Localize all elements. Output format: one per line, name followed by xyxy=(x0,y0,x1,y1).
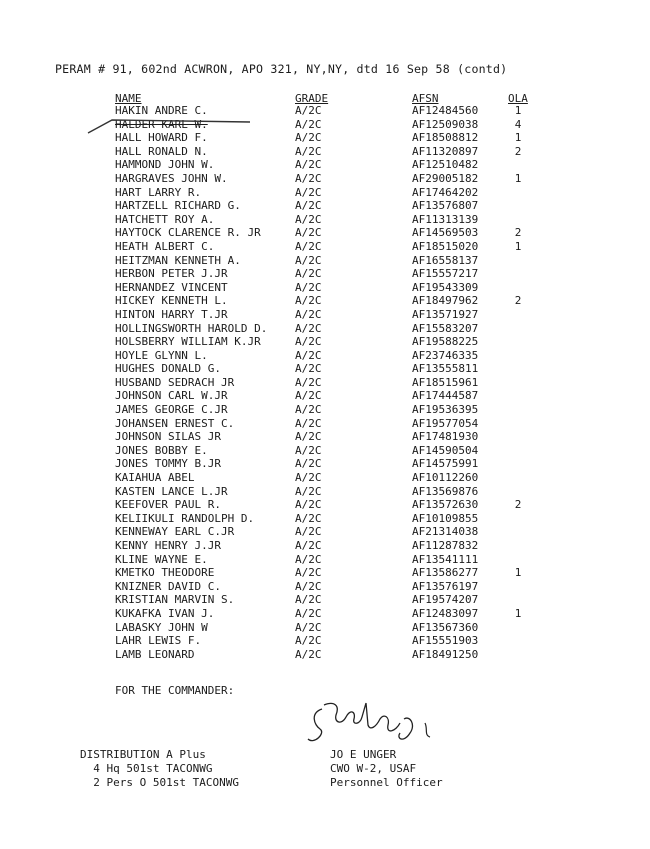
signatory-title: Personnel Officer xyxy=(330,775,443,789)
column-header-name: NAME xyxy=(115,92,142,105)
roster-grade: A/2C xyxy=(295,389,322,403)
roster-ola: 2 xyxy=(514,144,522,158)
roster-row xyxy=(0,580,650,594)
column-header-grade: GRADE xyxy=(295,92,329,105)
roster-afsn: AF13572630 xyxy=(412,498,479,512)
roster-name: HERNANDEZ VINCENT xyxy=(115,280,228,294)
roster-afsn: AF19543309 xyxy=(412,280,479,294)
roster-afsn: AF11287832 xyxy=(412,539,479,552)
roster-grade: A/2C xyxy=(295,253,322,267)
roster-row xyxy=(0,240,650,254)
roster-row xyxy=(0,430,650,444)
roster-grade: A/2C xyxy=(295,335,322,349)
roster-ola: 1 xyxy=(514,606,522,620)
roster-grade: A/2C xyxy=(295,199,322,213)
roster-row xyxy=(0,539,650,553)
roster-name: HALDER KARL W. xyxy=(115,117,208,131)
roster-ola: 1 xyxy=(514,566,522,580)
handwritten-signature xyxy=(300,695,450,755)
roster-name: HAKIN ANDRE C. xyxy=(115,104,208,117)
roster-name: HERBON PETER J.JR xyxy=(115,267,228,281)
roster-ola: 1 xyxy=(514,171,522,185)
roster-name: HOLSBERRY WILLIAM K.JR xyxy=(115,335,261,349)
roster-name: HALL HOWARD F. xyxy=(115,131,208,145)
roster-row xyxy=(0,267,650,281)
roster-afsn: AF13541111 xyxy=(412,552,479,566)
distribution-line: DISTRIBUTION A Plus xyxy=(80,748,206,761)
personnel-roster xyxy=(0,104,650,661)
roster-ola: 4 xyxy=(514,117,522,131)
roster-afsn: AF19588225 xyxy=(412,335,479,349)
roster-grade: A/2C xyxy=(295,457,322,471)
roster-row xyxy=(0,294,650,308)
roster-name: HEATH ALBERT C. xyxy=(115,239,215,253)
roster-row xyxy=(0,389,650,403)
roster-name: KRISTIAN MARVIN S. xyxy=(115,593,235,607)
roster-grade: A/2C xyxy=(295,280,322,294)
roster-grade: A/2C xyxy=(295,348,322,362)
roster-grade: A/2C xyxy=(295,239,322,253)
roster-grade: A/2C xyxy=(295,525,322,539)
roster-row xyxy=(0,335,650,349)
roster-grade: A/2C xyxy=(295,321,322,335)
roster-row xyxy=(0,118,650,132)
column-header-afsn: AFSN xyxy=(412,92,439,105)
roster-grade: A/2C xyxy=(295,117,322,131)
roster-row xyxy=(0,199,650,213)
roster-row xyxy=(0,621,650,635)
roster-name: KENNEWAY EARL C.JR xyxy=(115,525,235,539)
roster-row xyxy=(0,281,650,295)
roster-afsn: AF13555811 xyxy=(412,362,479,376)
roster-afsn: AF19574207 xyxy=(412,593,479,607)
roster-afsn: AF13571927 xyxy=(412,307,479,321)
roster-row xyxy=(0,226,650,240)
roster-grade: A/2C xyxy=(295,158,322,172)
roster-ola: 2 xyxy=(514,294,522,308)
distribution-block xyxy=(80,748,239,789)
signature-block xyxy=(330,748,443,789)
roster-name: JONES BOBBY E. xyxy=(115,443,208,457)
roster-afsn: AF13586277 xyxy=(412,566,479,580)
roster-row xyxy=(0,593,650,607)
roster-grade: A/2C xyxy=(295,511,322,525)
roster-row xyxy=(0,362,650,376)
roster-grade: A/2C xyxy=(295,294,322,308)
roster-afsn: AF13569876 xyxy=(412,484,479,498)
roster-afsn: AF14569503 xyxy=(412,226,479,240)
roster-grade: A/2C xyxy=(295,267,322,281)
roster-name: HEITZMAN KENNETH A. xyxy=(115,253,241,267)
roster-grade: A/2C xyxy=(295,375,322,389)
roster-name: HUGHES DONALD G. xyxy=(115,362,221,376)
roster-afsn: AF18508812 xyxy=(412,131,479,145)
roster-name: JOHNSON SILAS JR xyxy=(115,430,221,444)
roster-grade: A/2C xyxy=(295,131,322,145)
roster-afsn: AF17444587 xyxy=(412,389,479,403)
roster-row xyxy=(0,322,650,336)
roster-afsn: AF23746335 xyxy=(412,348,479,362)
signatory-name: JO E UNGER xyxy=(330,748,397,761)
roster-row xyxy=(0,648,650,662)
roster-grade: A/2C xyxy=(295,552,322,566)
roster-name: KELIIKULI RANDOLPH D. xyxy=(115,511,255,525)
roster-name: JOHANSEN ERNEST C. xyxy=(115,416,235,430)
roster-name: HUSBAND SEDRACH JR xyxy=(115,375,235,389)
roster-name: KEEFOVER PAUL R. xyxy=(115,498,221,512)
roster-afsn: AF13576807 xyxy=(412,199,479,213)
roster-row xyxy=(0,172,650,186)
roster-afsn: AF11320897 xyxy=(412,144,479,158)
roster-grade: A/2C xyxy=(295,606,322,620)
roster-ola: 1 xyxy=(514,131,522,145)
roster-name: KASTEN LANCE L.JR xyxy=(115,484,228,498)
roster-afsn: AF12484560 xyxy=(412,104,479,117)
roster-afsn: AF16558137 xyxy=(412,253,479,267)
roster-grade: A/2C xyxy=(295,634,322,648)
roster-row xyxy=(0,213,650,227)
roster-row xyxy=(0,376,650,390)
roster-name: HOYLE GLYNN L. xyxy=(115,348,208,362)
roster-name: HINTON HARRY T.JR xyxy=(115,307,228,321)
roster-row xyxy=(0,498,650,512)
roster-grade: A/2C xyxy=(295,403,322,417)
roster-afsn: AF15551903 xyxy=(412,634,479,648)
roster-grade: A/2C xyxy=(295,171,322,185)
roster-grade: A/2C xyxy=(295,539,322,552)
roster-name: KLINE WAYNE E. xyxy=(115,552,208,566)
roster-name: HALL RONALD N. xyxy=(115,144,208,158)
roster-afsn: AF18515020 xyxy=(412,239,479,253)
roster-row xyxy=(0,417,650,431)
signatory-rank: CWO W-2, USAF xyxy=(330,761,417,775)
roster-afsn: AF10109855 xyxy=(412,511,479,525)
roster-grade: A/2C xyxy=(295,212,322,226)
roster-name: HATCHETT ROY A. xyxy=(115,212,215,226)
roster-afsn: AF17481930 xyxy=(412,430,479,444)
roster-row xyxy=(0,131,650,145)
roster-row xyxy=(0,349,650,363)
roster-name: JOHNSON CARL W.JR xyxy=(115,389,228,403)
roster-ola: 2 xyxy=(514,498,522,512)
roster-name: JONES TOMMY B.JR xyxy=(115,457,221,471)
roster-name: HARGRAVES JOHN W. xyxy=(115,171,228,185)
roster-row xyxy=(0,553,650,567)
document-header: PERAM # 91, 602nd ACWRON, APO 321, NY,NY, dtd 16 Sep 58 (contd) xyxy=(55,62,508,76)
roster-name: HART LARRY R. xyxy=(115,185,202,199)
roster-grade: A/2C xyxy=(295,307,322,321)
roster-name: HAMMOND JOHN W. xyxy=(115,158,215,172)
roster-grade: A/2C xyxy=(295,226,322,240)
roster-row xyxy=(0,525,650,539)
roster-afsn: AF18515961 xyxy=(412,375,479,389)
roster-row xyxy=(0,634,650,648)
roster-ola: 2 xyxy=(514,226,522,240)
roster-row xyxy=(0,566,650,580)
roster-grade: A/2C xyxy=(295,620,322,634)
roster-name: KENNY HENRY J.JR xyxy=(115,539,221,552)
roster-name: LAMB LEONARD xyxy=(115,647,195,661)
roster-name: KMETKO THEODORE xyxy=(115,566,215,580)
roster-afsn: AF14575991 xyxy=(412,457,479,471)
roster-row xyxy=(0,403,650,417)
roster-afsn: AF15557217 xyxy=(412,267,479,281)
roster-grade: A/2C xyxy=(295,416,322,430)
roster-name: KUKAFKA IVAN J. xyxy=(115,606,215,620)
roster-afsn: AF12483097 xyxy=(412,606,479,620)
roster-name: KAIAHUA ABEL xyxy=(115,471,195,485)
roster-afsn: AF14590504 xyxy=(412,443,479,457)
roster-afsn: AF11313139 xyxy=(412,212,479,226)
roster-grade: A/2C xyxy=(295,484,322,498)
roster-name: JAMES GEORGE C.JR xyxy=(115,403,228,417)
roster-grade: A/2C xyxy=(295,443,322,457)
roster-afsn: AF10112260 xyxy=(412,471,479,485)
roster-afsn: AF29005182 xyxy=(412,171,479,185)
roster-afsn: AF18497962 xyxy=(412,294,479,308)
roster-grade: A/2C xyxy=(295,579,322,593)
roster-row xyxy=(0,145,650,159)
roster-grade: A/2C xyxy=(295,498,322,512)
roster-afsn: AF17464202 xyxy=(412,185,479,199)
roster-grade: A/2C xyxy=(295,362,322,376)
roster-name: HOLLINGSWORTH HAROLD D. xyxy=(115,321,268,335)
roster-afsn: AF12509038 xyxy=(412,117,479,131)
roster-ola: 1 xyxy=(514,239,522,253)
roster-grade: A/2C xyxy=(295,593,322,607)
roster-row xyxy=(0,444,650,458)
roster-grade: A/2C xyxy=(295,185,322,199)
roster-grade: A/2C xyxy=(295,471,322,485)
distribution-line: 2 Pers O 501st TACONWG xyxy=(80,775,239,789)
roster-row xyxy=(0,186,650,200)
roster-ola: 1 xyxy=(514,104,522,117)
roster-afsn: AF19536395 xyxy=(412,403,479,417)
roster-grade: A/2C xyxy=(295,144,322,158)
roster-name: LAHR LEWIS F. xyxy=(115,634,202,648)
roster-name: KNIZNER DAVID C. xyxy=(115,579,221,593)
roster-name: HAYTOCK CLARENCE R. JR xyxy=(115,226,261,240)
roster-row xyxy=(0,308,650,322)
roster-grade: A/2C xyxy=(295,647,322,661)
roster-row xyxy=(0,607,650,621)
roster-name: LABASKY JOHN W xyxy=(115,620,208,634)
roster-grade: A/2C xyxy=(295,430,322,444)
closing-line: FOR THE COMMANDER: xyxy=(115,684,235,697)
roster-row xyxy=(0,104,650,118)
roster-afsn: AF21314038 xyxy=(412,525,479,539)
roster-row xyxy=(0,471,650,485)
roster-afsn: AF18491250 xyxy=(412,647,479,661)
roster-row xyxy=(0,457,650,471)
column-header-ola: OLA xyxy=(508,92,528,105)
roster-row xyxy=(0,158,650,172)
roster-grade: A/2C xyxy=(295,104,322,117)
distribution-line: 4 Hq 501st TACONWG xyxy=(80,761,213,775)
roster-row xyxy=(0,485,650,499)
roster-afsn: AF13567360 xyxy=(412,620,479,634)
roster-afsn: AF19577054 xyxy=(412,416,479,430)
roster-name: HICKEY KENNETH L. xyxy=(115,294,228,308)
roster-row xyxy=(0,254,650,268)
roster-afsn: AF12510482 xyxy=(412,158,479,172)
roster-row xyxy=(0,512,650,526)
roster-name: HARTZELL RICHARD G. xyxy=(115,199,241,213)
roster-afsn: AF15583207 xyxy=(412,321,479,335)
roster-grade: A/2C xyxy=(295,566,322,580)
roster-afsn: AF13576197 xyxy=(412,579,479,593)
